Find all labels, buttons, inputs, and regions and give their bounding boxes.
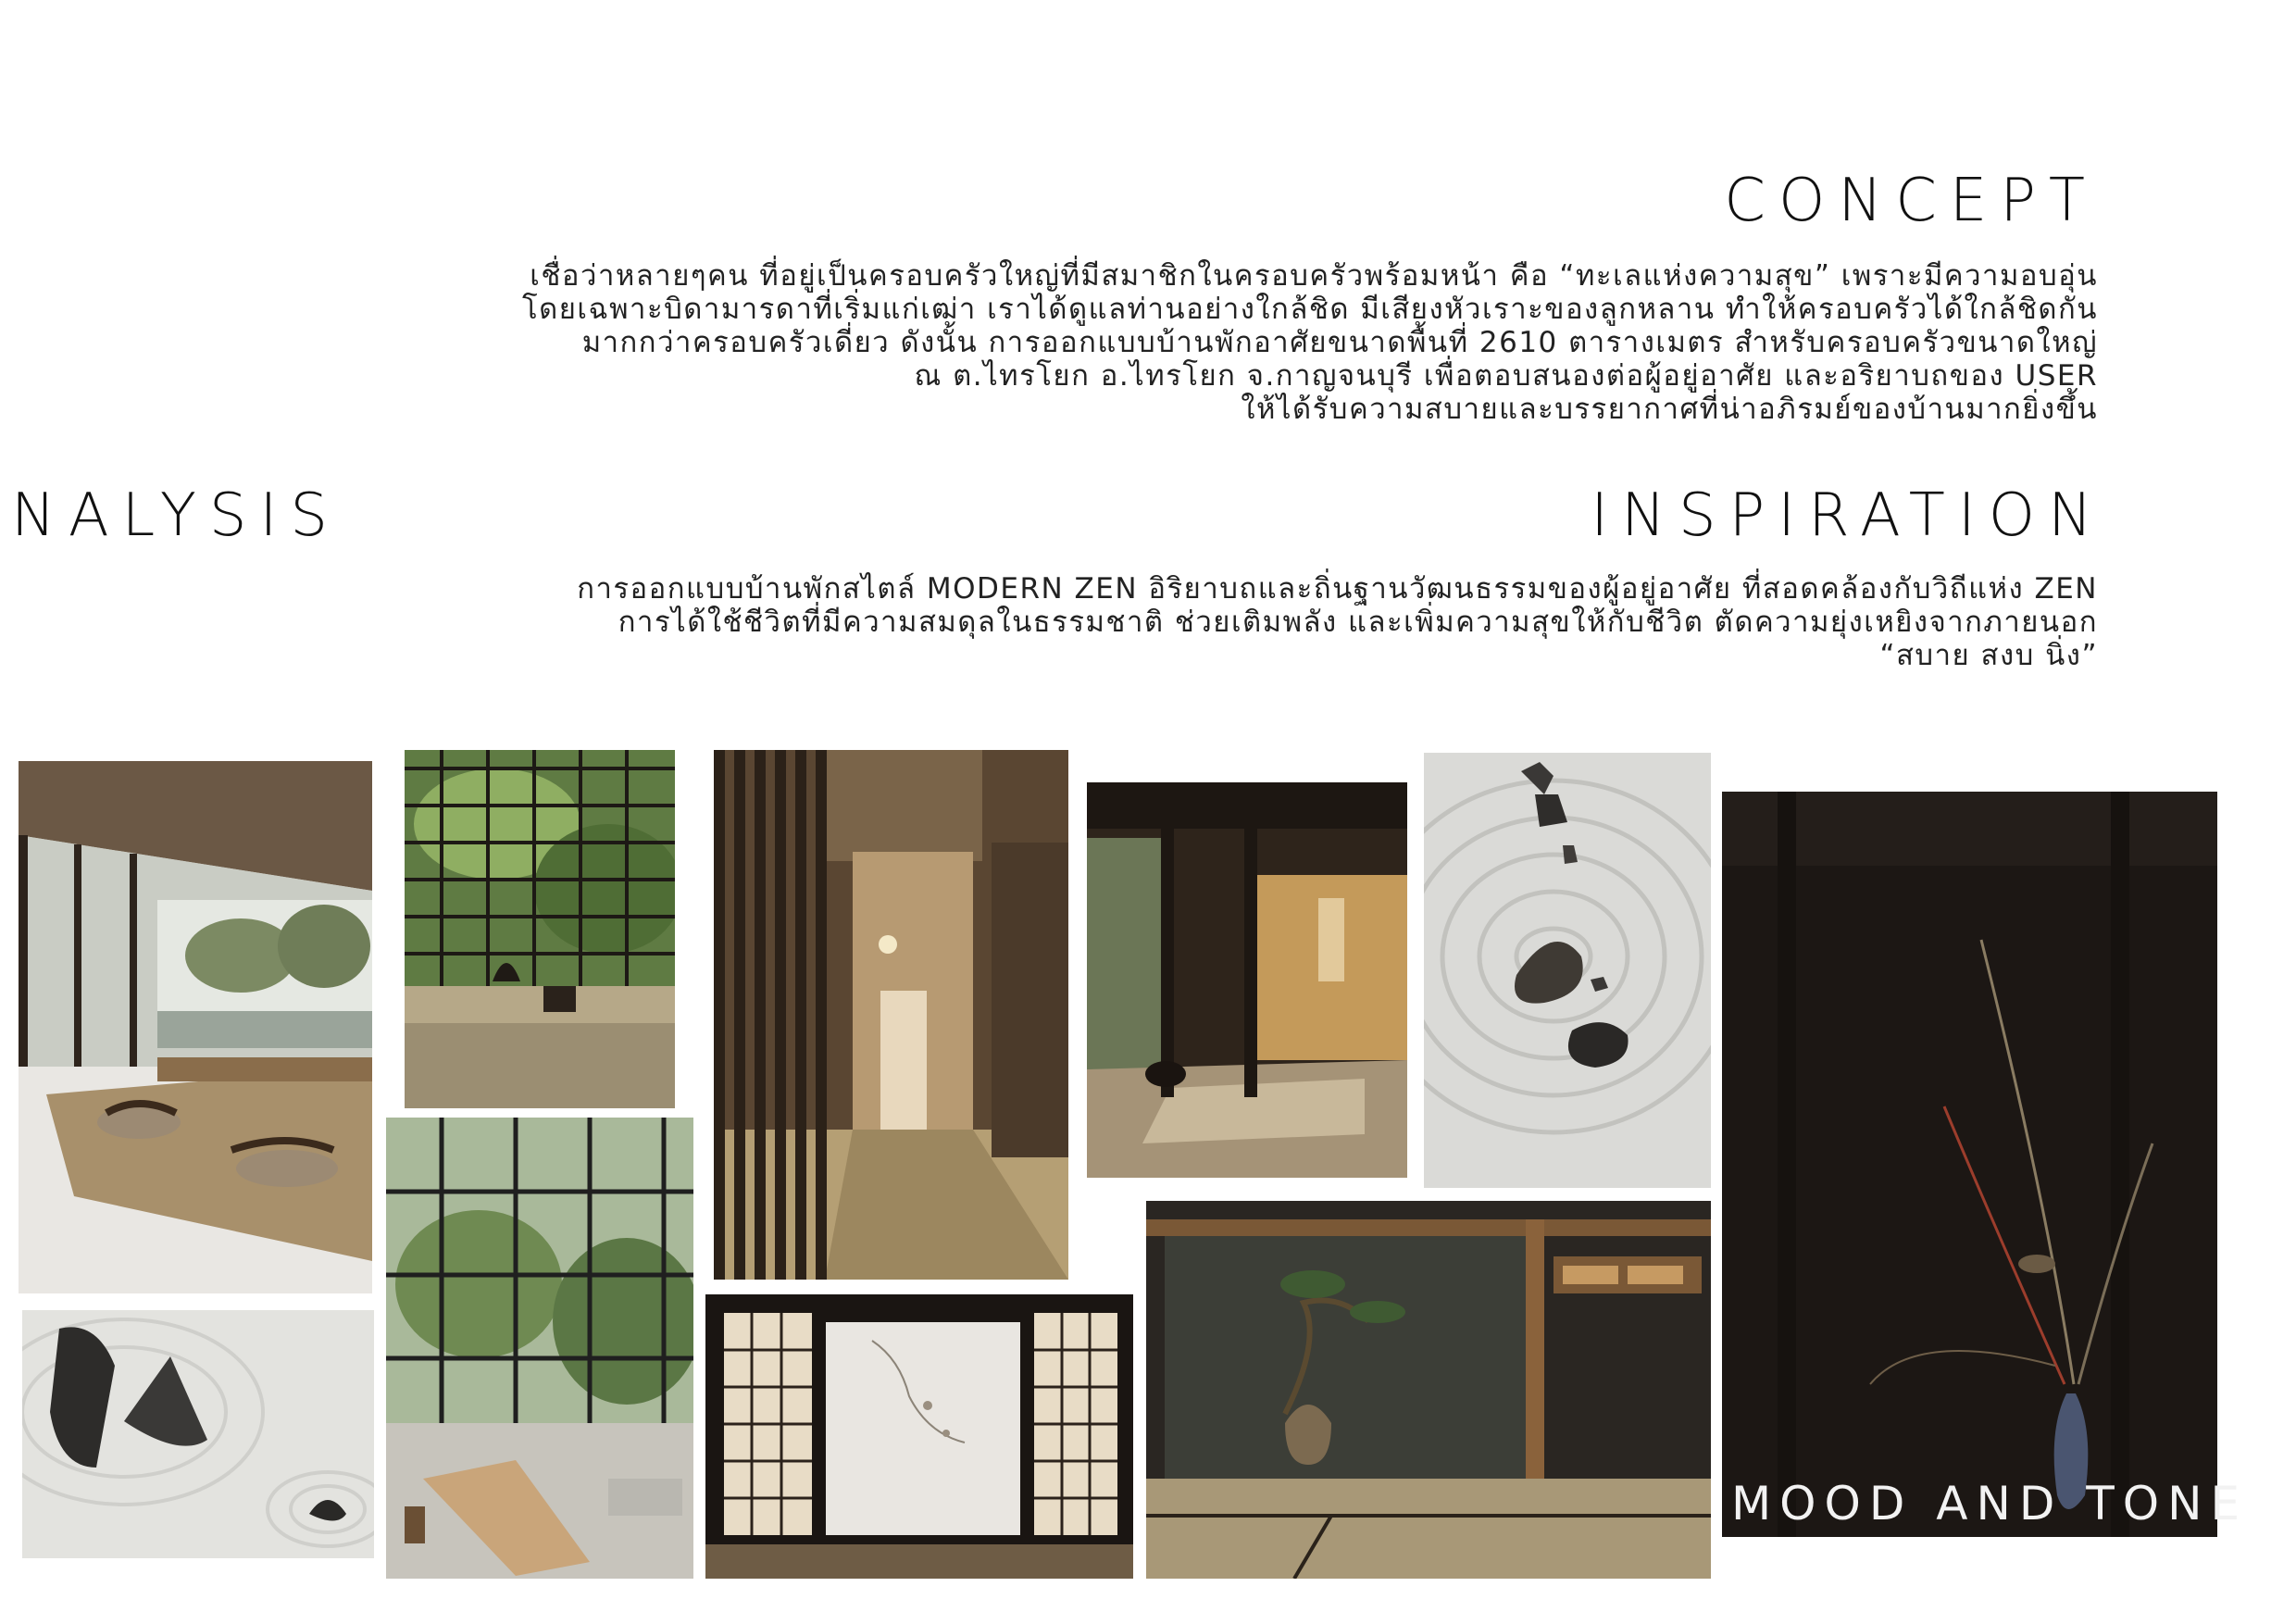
inspiration-line: “สบาย สงบ นิ่ง” xyxy=(1879,639,2098,672)
photo-pavilion-lake xyxy=(19,761,372,1293)
inspiration-line: การออกแบบบ้านพักสไตล์ MODERN ZEN อิริยาบถและถิ่นฐานวัฒนธรรมของผู้อยู่อาศัย ที่สอดคล้องกับวิถีแห่ง ZEN xyxy=(577,572,2098,606)
photo-bonsai-alcove xyxy=(1146,1201,1711,1579)
photo-ikebana-dark xyxy=(1722,792,2249,1537)
mood-and-tone-label: MOOD AND TONE xyxy=(1731,1477,2249,1530)
photo-tokonoma-room xyxy=(1087,782,1407,1178)
concept-line: ให้ได้รับความสบายและบรรยากาศที่น่าอภิรมย์ของบ้านมากยิ่งขึ้น xyxy=(1241,393,2098,426)
photo-glass-hall-table xyxy=(386,1118,693,1579)
analysis-title: NALYSIS xyxy=(11,481,342,550)
photo-tea-room-window xyxy=(405,750,675,1108)
photo-corridor-slats xyxy=(714,750,1068,1280)
concept-title: CONCEPT xyxy=(1724,167,2098,235)
photo-raked-gravel-rocks xyxy=(1424,753,1711,1188)
concept-line: เชื่อว่าหลายๆคน ที่อยู่เป็นครอบครัวใหญ่ที่มีสมาชิกในครอบครัวพร้อมหน้า คือ “ทะเลแห่งความสุข” เพราะมีความอบอุ่น xyxy=(530,259,2098,293)
inspiration-line: การได้ใช้ชีวิตที่มีความสมดุลในธรรมชาติ ช่วยเติมพลัง และเพิ่มความสุขให้กับชีวิต ตัดความยุ่งเหยิงจากภายนอก xyxy=(618,606,2098,639)
inspiration-paragraph xyxy=(577,572,2098,672)
concept-line: มากกว่าครอบครัวเดี่ยว ดังนั้น การออกแบบบ้านพักอาศัยขนาดพื้นที่ 2610 ตารางเมตร สำหรับครอบครัวขนาดใหญ่ xyxy=(581,326,2098,359)
photo-shoji-screens xyxy=(705,1294,1133,1579)
inspiration-title: INSPIRATION xyxy=(1591,481,2105,550)
concept-paragraph xyxy=(522,259,2098,426)
concept-line: ณ ต.ไทรโยก อ.ไทรโยก จ.กาญจนบุรี เพื่อตอบสนองต่อผู้อยู่อาศัย และอริยาบถของ USER xyxy=(914,359,2098,393)
photo-zen-rocks-sand xyxy=(22,1310,374,1558)
concept-line: โดยเฉพาะบิดามารดาที่เริ่มแก่เฒ่า เราได้ดูแลท่านอย่างใกล้ชิด มีเสียงหัวเราะของลูกหลาน ทำให้ครอบครัวได้ใกล้ชิดกัน xyxy=(521,293,2098,326)
